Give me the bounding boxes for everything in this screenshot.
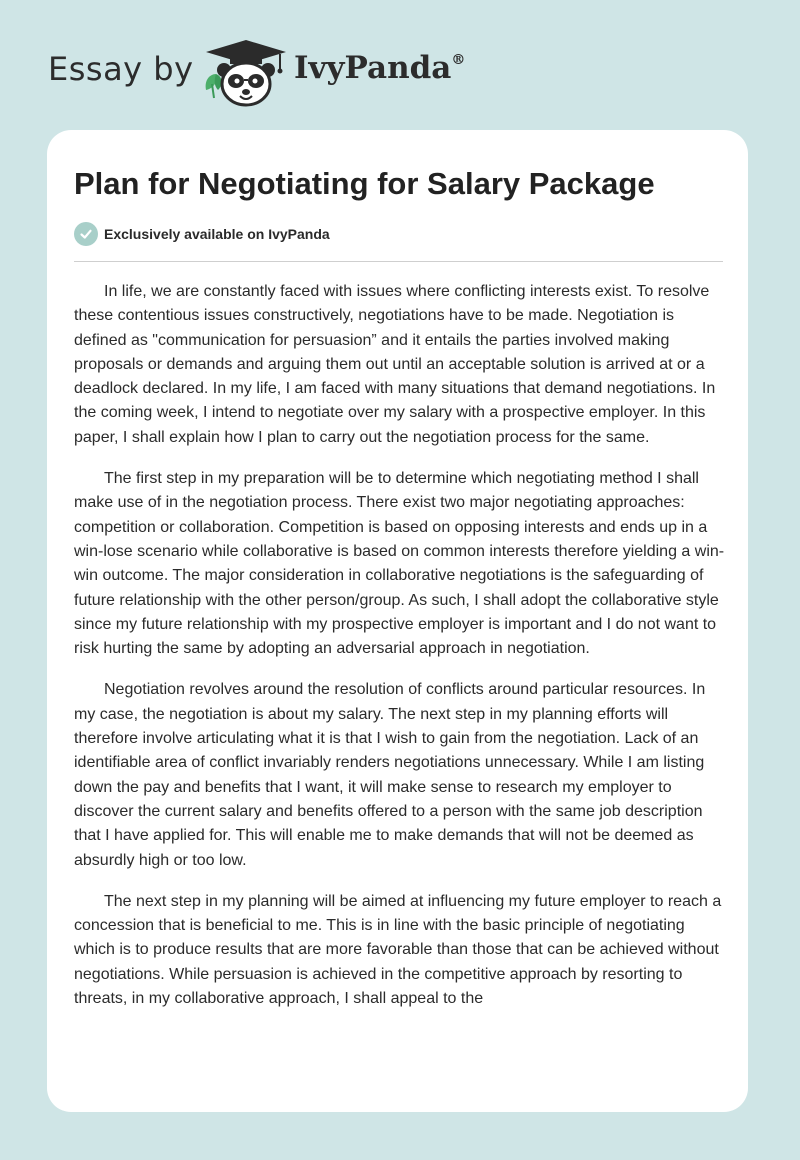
exclusive-badge bbox=[74, 222, 330, 246]
exclusive-badge-label: Exclusively available on IvyPanda bbox=[104, 226, 330, 242]
essay-paragraph: The next step in my planning will be aimed at influencing my future employer to reach a concession that is beneficial to me. This is in line with the basic principle of negotiating which is to produce results that are more favorable than those that can be achieved without negotiations. While persuasion is achieved in the competitive approach by resorting to threats, in my collaborative approach, I shall appeal to the bbox=[74, 892, 722, 1008]
title-divider bbox=[74, 261, 723, 262]
essay-card bbox=[47, 130, 748, 1112]
essay-by-label: Essay by bbox=[48, 50, 194, 88]
brand-name: IvyPanda® bbox=[294, 50, 466, 86]
essay-paragraph: The first step in my preparation will be to determine which negotiating method I shall make use of in the negotiation process. There exist two major negotiating approaches: competition or collaboration. Competition is based on opposing interests and ends up in a win-lose scenario while collaborative is based on common interests therefore yielding a win-win outcome. The major consideration in collaborative negotiations is the safeguarding of future relationship with the other person/group. As such, I shall adopt the collaborative style since my future relationship with my prospective employer is important and I do not want to risk hurting the same by adopting an adversarial approach in negotiation. bbox=[74, 470, 725, 658]
essay-title: Plan for Negotiating for Salary Package bbox=[74, 166, 655, 201]
essay-paragraph: Negotiation revolves around the resolution of conflicts around particular resources. In my case, the negotiation is about my salary. The next step in my planning efforts will therefore involve articulating what it is that I wish to gain from the negotiation. Lack of an identifiable area of conflict invariably renders negotiations unnecessary. While I am listing down the pay and benefits that I want, it will make sense to research my employer to discover the current salary and benefits offered to a person with the same job description that I have applied for. This will enable me to make demands that will not be deemed as absurdly high or too low. bbox=[74, 681, 706, 869]
registered-mark: ® bbox=[451, 52, 466, 68]
essay-body bbox=[74, 280, 726, 1028]
panda-logo-icon bbox=[200, 36, 292, 108]
essay-paragraph: In life, we are constantly faced with issues where conflicting interests exist. To resolve these contentious issues constructively, negotiations have to be made. Negotiation is defined as "communication for persuasion” and it entails the parties involved making proposals or demands and arguing them out until an acceptable solution is arrived at or a deadlock declared. In my life, I am faced with many situations that demand negotiations. In the coming week, I intend to negotiate over my salary with a prospective employer. In this paper, I shall explain how I plan to carry out the negotiation process for the same. bbox=[74, 283, 716, 446]
site-header bbox=[0, 0, 800, 130]
check-circle-icon bbox=[74, 222, 98, 246]
